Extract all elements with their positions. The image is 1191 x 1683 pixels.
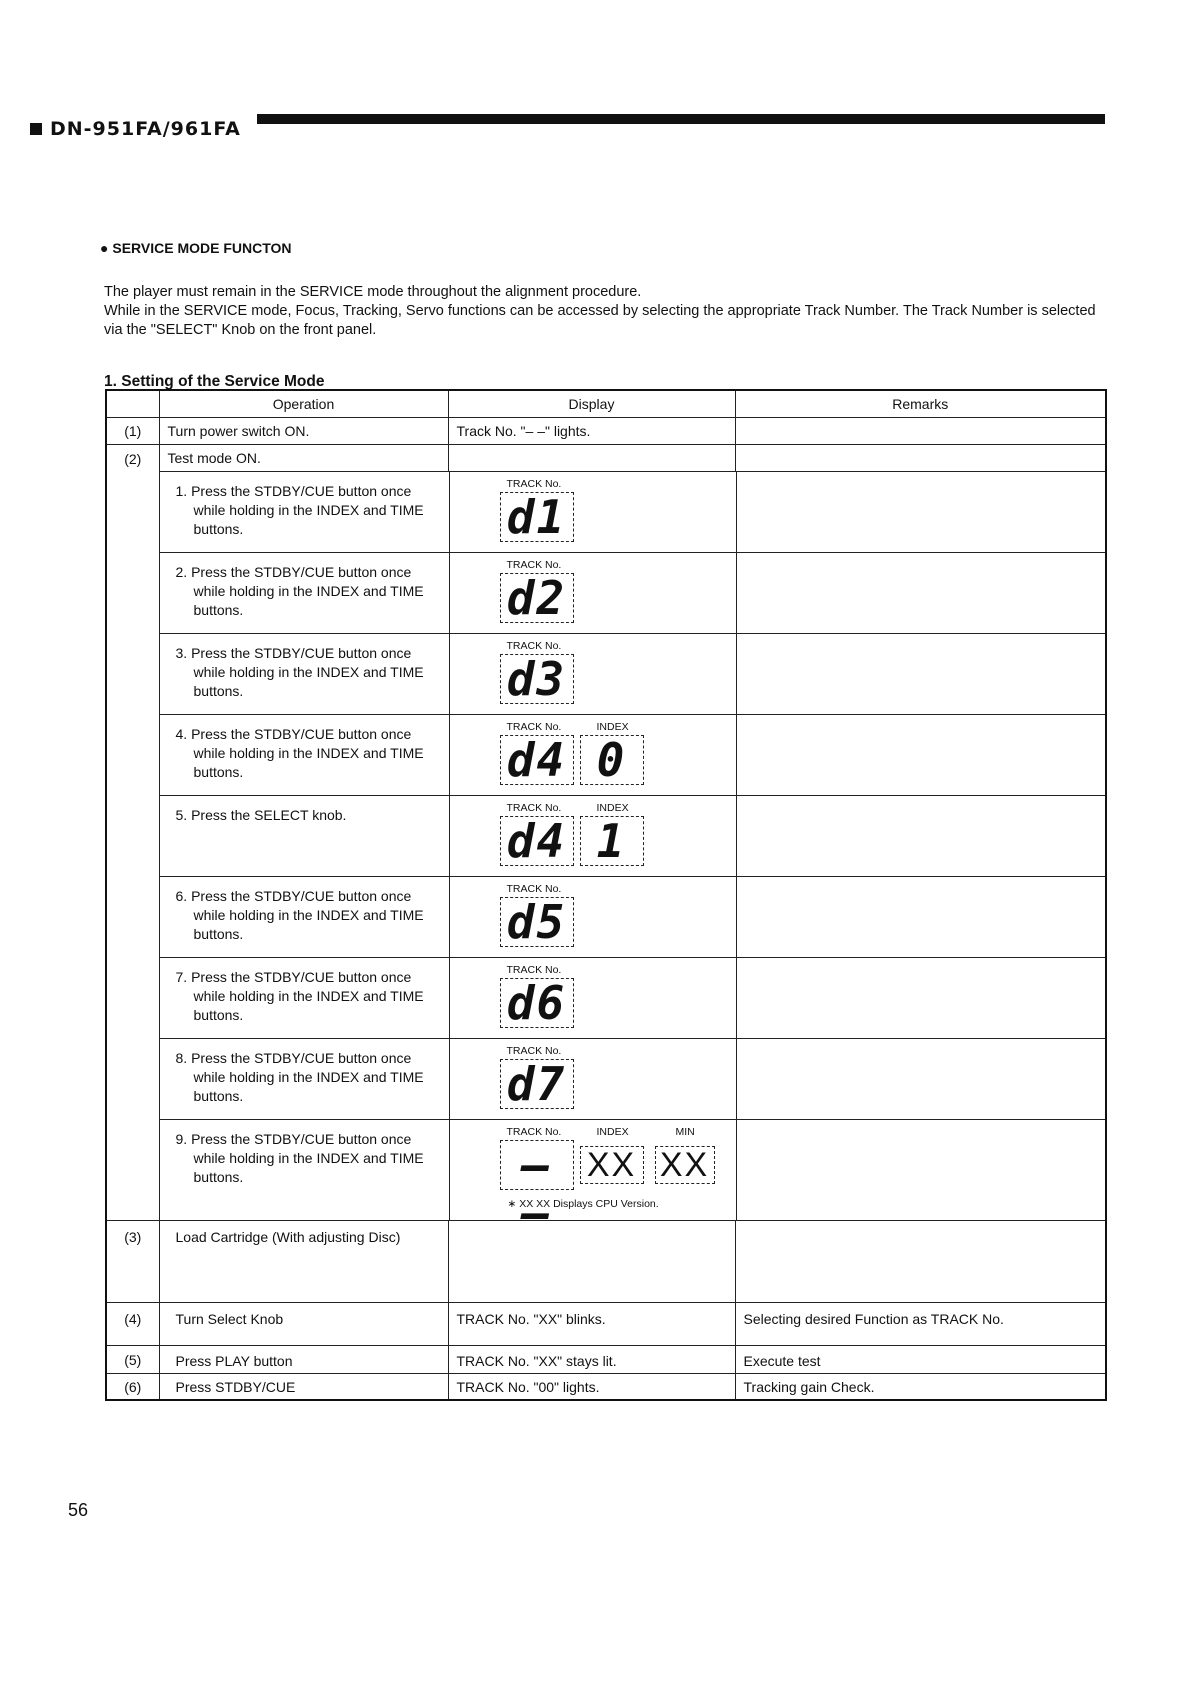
min-label: MIN	[675, 1126, 695, 1138]
track-display: d2	[500, 573, 574, 623]
track-display: d4	[500, 735, 574, 785]
intro-line: While in the SERVICE mode, Focus, Tracking, Servo functions can be accessed by selecting the appropriate Track Number. The Track Number is selected via the "SELECT" Knob on the front panel.	[104, 303, 1096, 338]
intro-text	[104, 283, 1104, 340]
operation-cell: Load Cartridge (With adjusting Disc)	[159, 1221, 448, 1303]
subtitle: 1. Setting of the Service Mode	[104, 373, 325, 390]
step-operation-text: 5. Press the SELECT knob.	[175, 807, 347, 823]
service-mode-table	[105, 389, 1107, 1401]
step-operation-cell	[160, 796, 450, 876]
step-operation-text: 7. Press the STDBY/CUE button once while holding in the INDEX and TIME buttons.	[175, 969, 424, 1023]
operation-cell: Press STDBY/CUE	[159, 1374, 448, 1400]
remarks-cell: Tracking gain Check.	[735, 1374, 1106, 1400]
step-display-cell	[450, 634, 737, 714]
step-operation-cell	[160, 1039, 450, 1119]
operation-cell: Turn power switch ON.	[159, 418, 448, 445]
step-operation-text: 2. Press the STDBY/CUE button once while holding in the INDEX and TIME buttons.	[175, 564, 424, 618]
step-operation-cell	[160, 958, 450, 1038]
step-row	[160, 553, 1106, 634]
track-label: TRACK No.	[506, 640, 562, 652]
table-row	[106, 1374, 1106, 1400]
index-display: 0	[580, 735, 644, 785]
row-number: (3)	[106, 1221, 159, 1303]
step-row	[160, 1039, 1106, 1120]
track-display: – –	[500, 1140, 574, 1190]
steps-row	[106, 472, 1106, 1221]
remarks-cell	[735, 1221, 1106, 1303]
index-display: 1	[580, 816, 644, 866]
step-remarks-cell	[737, 958, 1106, 1038]
step-operation-text: 8. Press the STDBY/CUE button once while holding in the INDEX and TIME buttons.	[175, 1050, 424, 1104]
header-cell: Display	[448, 390, 735, 418]
row-number: (4)	[106, 1303, 159, 1346]
display-cell: Track No. "– –" lights.	[448, 418, 735, 445]
table-row	[106, 418, 1106, 445]
step-display-cell	[450, 796, 737, 876]
step-operation-cell	[160, 877, 450, 957]
index-label: INDEX	[596, 802, 629, 814]
step-remarks-cell	[737, 553, 1106, 633]
step-display-cell	[450, 472, 737, 552]
step-operation-cell	[160, 1120, 450, 1220]
table-row	[106, 1221, 1106, 1303]
model-title: DN-951FA/961FA	[50, 118, 241, 140]
track-label: TRACK No.	[506, 883, 562, 895]
step-remarks-cell	[737, 715, 1106, 795]
remarks-cell: Selecting desired Function as TRACK No.	[735, 1303, 1106, 1346]
square-bullet-icon	[30, 123, 42, 135]
row-number: (6)	[106, 1374, 159, 1400]
table-row	[106, 1346, 1106, 1374]
table-header-row	[106, 390, 1106, 418]
step-operation-cell	[160, 472, 450, 552]
step-display-cell	[450, 1120, 737, 1240]
track-display: d4	[500, 816, 574, 866]
step-display-cell	[450, 958, 737, 1038]
step-remarks-cell	[737, 1120, 1106, 1220]
row-number: (5)	[106, 1346, 159, 1374]
track-label: TRACK No.	[506, 721, 562, 733]
step-operation-text: 9. Press the STDBY/CUE button once while holding in the INDEX and TIME buttons.	[175, 1131, 424, 1185]
step-display-cell	[450, 1039, 737, 1119]
step-operation-text: 6. Press the STDBY/CUE button once while holding in the INDEX and TIME buttons.	[175, 888, 424, 942]
step-row	[160, 958, 1106, 1039]
header-cell: Operation	[159, 390, 448, 418]
track-label: TRACK No.	[506, 802, 562, 814]
step-row	[160, 877, 1106, 958]
step-operation-text: 4. Press the STDBY/CUE button once while holding in the INDEX and TIME buttons.	[175, 726, 424, 780]
row-number: (2)	[106, 445, 159, 1221]
section-title: ● SERVICE MODE FUNCTON	[100, 240, 292, 256]
step-operation-cell	[160, 634, 450, 714]
page-header	[30, 118, 241, 140]
step-operation-cell	[160, 553, 450, 633]
step-row	[160, 472, 1106, 553]
section-title-text: SERVICE MODE FUNCTON	[112, 240, 292, 256]
track-display: d1	[500, 492, 574, 542]
step-operation-cell	[160, 715, 450, 795]
index-label: INDEX	[596, 1126, 629, 1138]
step-operation-text: 3. Press the STDBY/CUE button once while holding in the INDEX and TIME buttons.	[175, 645, 424, 699]
track-display: d6	[500, 978, 574, 1028]
row-number: (1)	[106, 418, 159, 445]
table-row	[106, 1303, 1106, 1346]
remarks-cell	[735, 418, 1106, 445]
step-row	[160, 715, 1106, 796]
index-label: INDEX	[596, 721, 629, 733]
operation-cell: Press PLAY button	[159, 1346, 448, 1374]
intro-line: The player must remain in the SERVICE mode throughout the alignment procedure.	[104, 284, 642, 300]
track-label: TRACK No.	[506, 964, 562, 976]
display-cell	[448, 1221, 735, 1303]
remarks-cell: Execute test	[735, 1346, 1106, 1374]
display-cell: TRACK No. "XX" stays lit.	[448, 1346, 735, 1374]
step-remarks-cell	[737, 877, 1106, 957]
track-label: TRACK No.	[506, 478, 562, 490]
header-rule	[257, 114, 1105, 124]
display-cell: TRACK No. "XX" blinks.	[448, 1303, 735, 1346]
min-display: XX	[655, 1146, 715, 1184]
step-operation-text: 1. Press the STDBY/CUE button once while holding in the INDEX and TIME buttons.	[175, 483, 424, 537]
step-display-cell	[450, 715, 737, 795]
step-remarks-cell	[737, 1039, 1106, 1119]
track-label: TRACK No.	[506, 1045, 562, 1057]
track-display: d3	[500, 654, 574, 704]
track-label: TRACK No.	[506, 559, 562, 571]
operation-cell: Test mode ON.	[159, 445, 448, 472]
table-row	[106, 445, 1106, 472]
step-row	[160, 634, 1106, 715]
step-row	[160, 796, 1106, 877]
track-display: d7	[500, 1059, 574, 1109]
display-cell: TRACK No. "00" lights.	[448, 1374, 735, 1400]
step-display-cell	[450, 877, 737, 957]
index-display: XX	[580, 1146, 644, 1184]
step-remarks-cell	[737, 634, 1106, 714]
display-note: ∗ XX XX Displays CPU Version.	[507, 1198, 659, 1210]
page-number: 56	[68, 1500, 89, 1520]
header-cell	[106, 390, 159, 418]
operation-cell: Turn Select Knob	[159, 1303, 448, 1346]
header-cell: Remarks	[735, 390, 1106, 418]
track-label: TRACK No.	[506, 1126, 562, 1138]
step-remarks-cell	[737, 796, 1106, 876]
step-remarks-cell	[737, 472, 1106, 552]
track-display: d5	[500, 897, 574, 947]
step-display-cell	[450, 553, 737, 633]
